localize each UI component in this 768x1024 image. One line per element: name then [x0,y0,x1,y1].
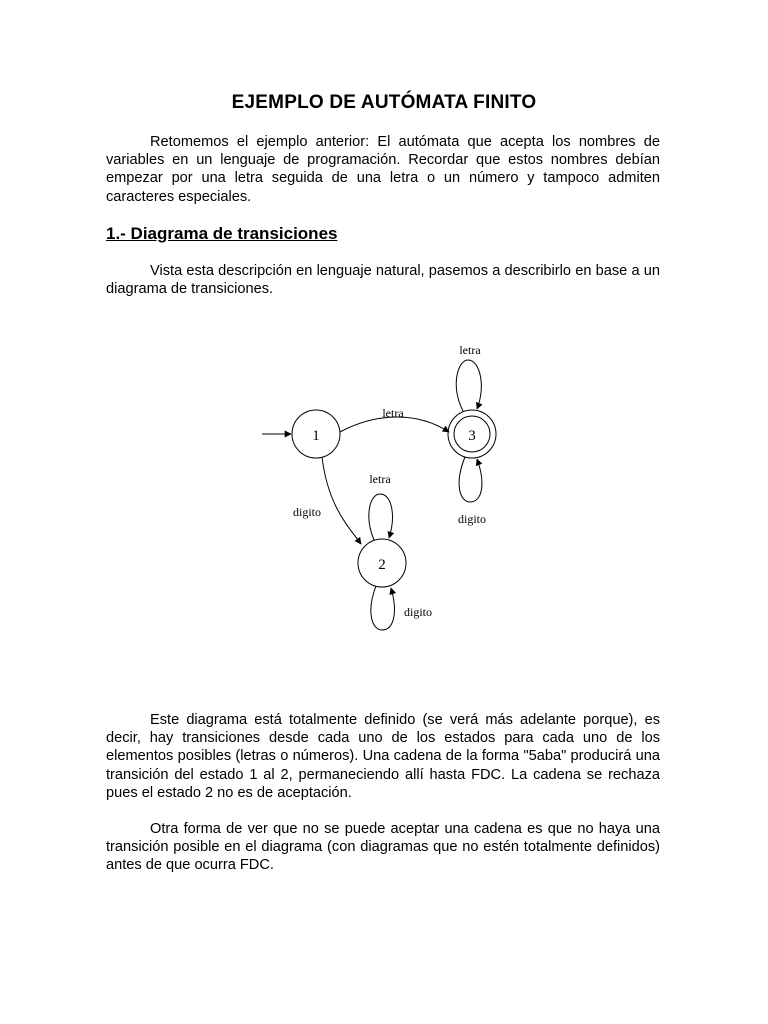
transition-2-2-top [369,494,393,540]
section-intro-text: Vista esta descripción en lenguaje natural, pasemos a describirlo en base a un diagrama de transiciones. [106,263,660,298]
explanation-text-2: Otra forma de ver que no se puede aceptar una cadena es que no haya una transición posible en el diagrama (con diagramas que no estén totalmente definidos) antes de que ocurra FDC. [106,821,660,874]
transition-2-2-bottom-label: digito [403,605,433,619]
transition-1-3-label: letra [382,406,404,420]
state-3-label: 3 [468,428,476,444]
explanation-paragraph-2 [106,820,660,875]
document-title: EJEMPLO DE AUTÓMATA FINITO [231,92,537,113]
transition-2-2-bottom [371,586,395,630]
explanation-paragraph-1 [106,711,660,802]
state-3 [448,410,496,458]
state-2 [358,539,406,587]
explanation-text-1: Este diagrama está totalmente definido (se verá más adelante porque), es decir, hay transiciones desde cada uno de los estados para cada uno de los elementos posibles (letras o números). Una cadena de la forma "5aba" producirá una transición del estado 1 al 2, permaneciendo allí hasta FDC. La cadena se rechaza pues el estado 2 no es de aceptación. [106,712,660,801]
state-2-label: 2 [378,557,386,573]
transition-1-2-label: digito [292,505,322,519]
transition-3-3-top [456,360,481,411]
intro-paragraph [106,133,660,206]
transition-3-3-bottom-label: digito [457,512,487,526]
state-1 [292,410,340,458]
state-1-label: 1 [312,428,320,444]
intro-text: Retomemos el ejemplo anterior: El autómata que acepta los nombres de variables en un lenguaje de programación. Recordar que estos nombres debían empezar por una letra seguida de una letra o un número y tampoco admiten caracteres especiales. [106,134,660,205]
transition-1-2 [322,457,361,544]
section-heading: 1.- Diagrama de transiciones [106,224,338,243]
section-intro-paragraph [106,262,660,298]
transition-3-3-top-label: letra [459,343,481,357]
transition-3-3-bottom [459,457,482,502]
transition-2-2-top-label: letra [369,472,391,486]
transition-diagram [258,336,508,636]
